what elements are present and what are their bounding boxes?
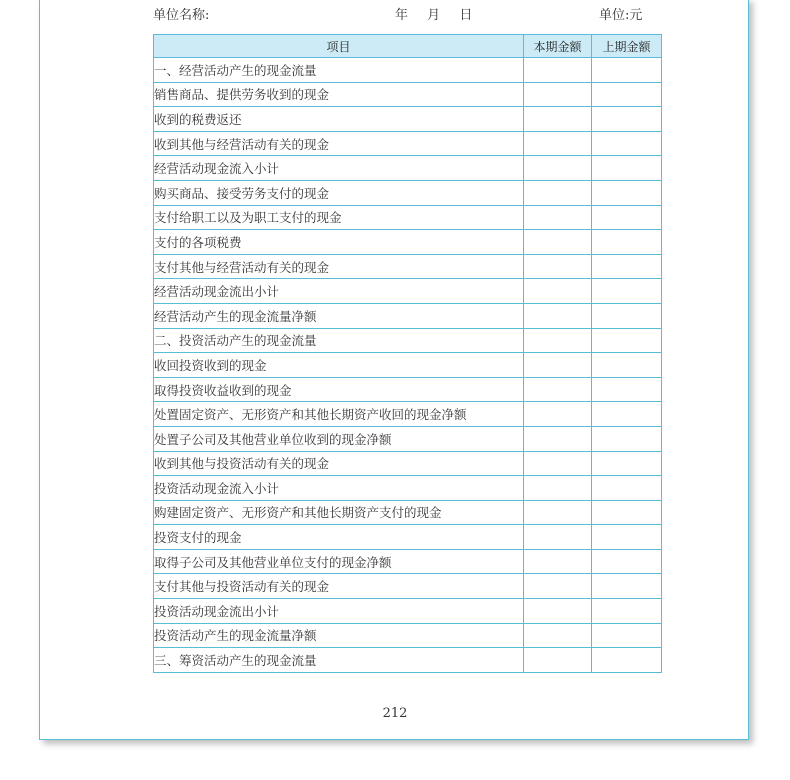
row-label: 支付给职工以及为职工支付的现金 [154,205,524,230]
previous-amount-cell[interactable] [592,303,662,328]
current-amount-cell[interactable] [524,549,592,574]
table-row [154,451,662,476]
table-row [154,328,662,353]
row-label: 收到的税费返还 [154,107,524,132]
column-header-current: 本期金额 [524,35,592,58]
row-label: 收到其他与经营活动有关的现金 [154,131,524,156]
current-amount-cell[interactable] [524,500,592,525]
current-amount-cell[interactable] [524,156,592,181]
table-header-row [154,35,662,58]
row-label: 支付其他与经营活动有关的现金 [154,254,524,279]
table-row [154,107,662,132]
previous-amount-cell[interactable] [592,377,662,402]
row-label: 三、筹资活动产生的现金流量 [154,648,524,673]
previous-amount-cell[interactable] [592,500,662,525]
column-header-previous: 上期金额 [592,35,662,58]
current-amount-cell[interactable] [524,525,592,550]
previous-amount-cell[interactable] [592,107,662,132]
row-label: 取得子公司及其他营业单位支付的现金净额 [154,549,524,574]
row-label: 支付其他与投资活动有关的现金 [154,574,524,599]
previous-amount-cell[interactable] [592,131,662,156]
table-row [154,205,662,230]
row-label: 经营活动产生的现金流量净额 [154,303,524,328]
current-amount-cell[interactable] [524,254,592,279]
table-row [154,549,662,574]
previous-amount-cell[interactable] [592,402,662,427]
table-row [154,402,662,427]
previous-amount-cell[interactable] [592,82,662,107]
previous-amount-cell[interactable] [592,254,662,279]
previous-amount-cell[interactable] [592,156,662,181]
row-label: 投资活动产生的现金流量净额 [154,623,524,648]
document-page [39,0,749,740]
row-label: 二、投资活动产生的现金流量 [154,328,524,353]
row-label: 经营活动现金流入小计 [154,156,524,181]
previous-amount-cell[interactable] [592,279,662,304]
row-label: 投资活动现金流出小计 [154,599,524,624]
current-amount-cell[interactable] [524,58,592,83]
row-label: 支付的各项税费 [154,230,524,255]
current-amount-cell[interactable] [524,180,592,205]
table-row [154,82,662,107]
previous-amount-cell[interactable] [592,623,662,648]
table-row [154,599,662,624]
table-row [154,476,662,501]
previous-amount-cell[interactable] [592,180,662,205]
previous-amount-cell[interactable] [592,574,662,599]
current-amount-cell[interactable] [524,623,592,648]
row-label: 处置子公司及其他营业单位收到的现金净额 [154,426,524,451]
current-amount-cell[interactable] [524,131,592,156]
table-row [154,353,662,378]
table-row [154,58,662,83]
column-header-item: 项目 [154,35,524,58]
previous-amount-cell[interactable] [592,353,662,378]
current-amount-cell[interactable] [524,230,592,255]
current-amount-cell[interactable] [524,377,592,402]
row-label: 一、经营活动产生的现金流量 [154,58,524,83]
current-amount-cell[interactable] [524,279,592,304]
row-label: 收到其他与投资活动有关的现金 [154,451,524,476]
table-row [154,426,662,451]
row-label: 购买商品、接受劳务支付的现金 [154,180,524,205]
current-amount-cell[interactable] [524,599,592,624]
current-amount-cell[interactable] [524,426,592,451]
table-row [154,131,662,156]
table-row [154,623,662,648]
table-row [154,525,662,550]
currency-unit-label: 单位:元 [599,8,643,23]
current-amount-cell[interactable] [524,574,592,599]
cash-flow-table [153,34,662,673]
previous-amount-cell[interactable] [592,426,662,451]
row-label: 销售商品、提供劳务收到的现金 [154,82,524,107]
previous-amount-cell[interactable] [592,58,662,83]
table-row [154,254,662,279]
table-row [154,648,662,673]
previous-amount-cell[interactable] [592,451,662,476]
day-label: 日 [459,8,473,23]
row-label: 投资支付的现金 [154,525,524,550]
page-number: 212 [382,706,408,721]
current-amount-cell[interactable] [524,205,592,230]
current-amount-cell[interactable] [524,451,592,476]
table-row [154,303,662,328]
current-amount-cell[interactable] [524,328,592,353]
row-label: 收回投资收到的现金 [154,353,524,378]
unit-name-label: 单位名称: [153,8,210,23]
month-label: 月 [427,8,441,23]
date-line [395,4,487,23]
current-amount-cell[interactable] [524,353,592,378]
previous-amount-cell[interactable] [592,648,662,673]
previous-amount-cell[interactable] [592,328,662,353]
table-row [154,180,662,205]
previous-amount-cell[interactable] [592,476,662,501]
table-row [154,230,662,255]
row-label: 经营活动现金流出小计 [154,279,524,304]
previous-amount-cell[interactable] [592,230,662,255]
table-row [154,500,662,525]
current-amount-cell[interactable] [524,107,592,132]
row-label: 投资活动现金流入小计 [154,476,524,501]
previous-amount-cell[interactable] [592,549,662,574]
table-row [154,279,662,304]
previous-amount-cell[interactable] [592,525,662,550]
current-amount-cell[interactable] [524,402,592,427]
row-label: 处置固定资产、无形资产和其他长期资产收回的现金净额 [154,402,524,427]
previous-amount-cell[interactable] [592,599,662,624]
table-row [154,156,662,181]
row-label: 取得投资收益收到的现金 [154,377,524,402]
current-amount-cell[interactable] [524,648,592,673]
year-label: 年 [395,8,409,23]
current-amount-cell[interactable] [524,303,592,328]
row-label: 购建固定资产、无形资产和其他长期资产支付的现金 [154,500,524,525]
table-row [154,377,662,402]
current-amount-cell[interactable] [524,82,592,107]
table-row [154,574,662,599]
previous-amount-cell[interactable] [592,205,662,230]
current-amount-cell[interactable] [524,476,592,501]
